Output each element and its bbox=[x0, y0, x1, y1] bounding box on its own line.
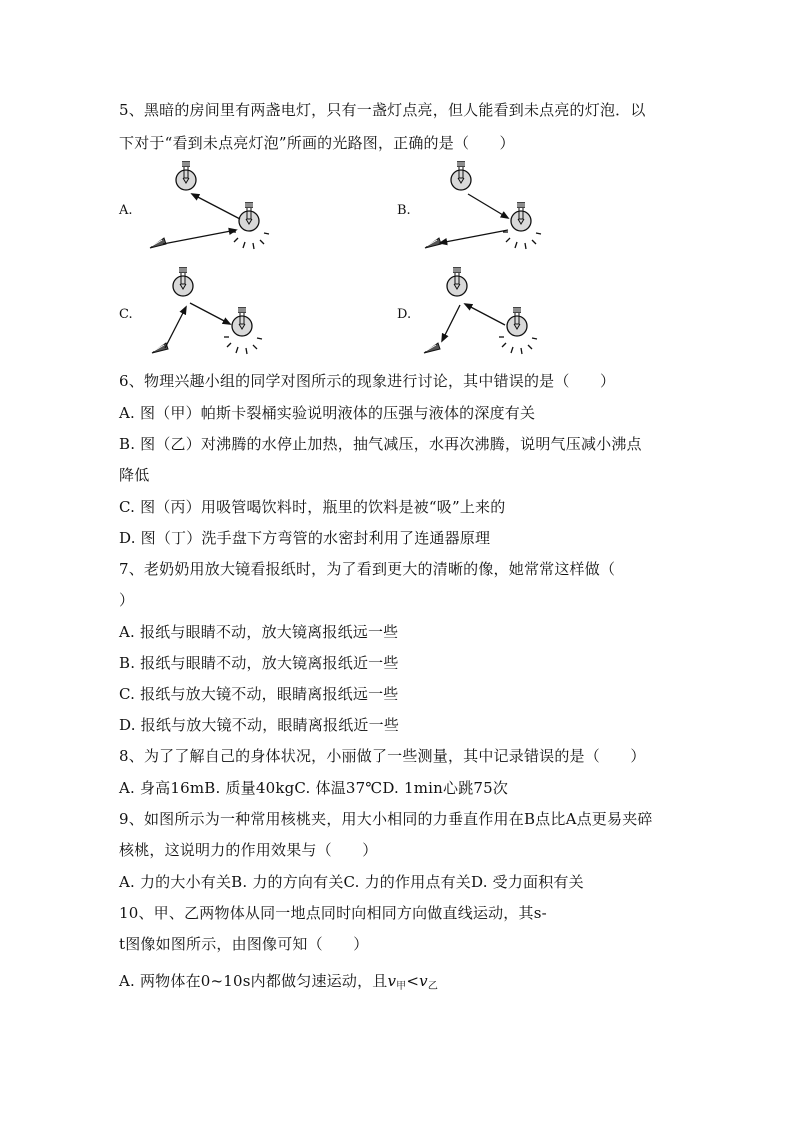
lit-bulb-icon bbox=[239, 202, 259, 231]
unlit-bulb-icon bbox=[447, 267, 467, 296]
q10-stem-line2: t图像如图所示，由图像可知（ ） bbox=[119, 935, 369, 953]
q9-options: A. 力的大小有关B. 力的方向有关C. 力的作用点有关D. 受力面积有关 bbox=[119, 873, 584, 891]
q5-stem-line2: 下对于“看到未点亮灯泡”所画的光路图，正确的是（ ） bbox=[119, 134, 515, 152]
unlit-bulb-icon bbox=[451, 161, 471, 190]
q7-option-b: B. 报纸与眼睛不动，放大镜离报纸近一些 bbox=[119, 654, 399, 672]
q7-option-c: C. 报纸与放大镜不动，眼睛离报纸远一些 bbox=[119, 685, 399, 703]
q6-option-b-line1: B. 图（乙）对沸腾的水停止加热，抽气减压，水再次沸腾，说明气压减小沸点 bbox=[119, 435, 642, 453]
velocity-symbol: v bbox=[419, 972, 428, 990]
q6-option-d: D. 图（丁）洗手盘下方弯管的水密封利用了连通器原理 bbox=[119, 529, 491, 547]
eye-icon bbox=[425, 238, 441, 248]
q6-option-a: A. 图（甲）帕斯卡裂桶实验说明液体的压强与液体的深度有关 bbox=[119, 404, 536, 422]
q5-option-c-label: C. bbox=[119, 307, 133, 322]
q5-ray-diagrams bbox=[0, 0, 794, 380]
q5-option-d-label: D. bbox=[397, 307, 412, 322]
q6-option-c: C. 图（丙）用吸管喝饮料时，瓶里的饮料是被“吸”上来的 bbox=[119, 498, 506, 516]
q9-stem-line1: 9、如图所示为一种常用核桃夹，用大小相同的力垂直作用在B点比A点更易夹碎 bbox=[119, 810, 653, 828]
q6-option-b-line2: 降低 bbox=[119, 466, 150, 484]
q8-options: A. 身高16mB. 质量40kgC. 体温37℃D. 1min心跳75次 bbox=[119, 779, 509, 797]
q10-option-a-text: A. 两物体在0~10s内都做匀速运动，且 bbox=[119, 972, 388, 990]
subscript-yi: 乙 bbox=[427, 981, 439, 992]
q9-stem-line2: 核桃，这说明力的作用效果与（ ） bbox=[119, 841, 378, 859]
q7-stem-line2: ） bbox=[119, 591, 135, 609]
lit-bulb-icon bbox=[232, 307, 252, 336]
eye-icon bbox=[150, 238, 166, 248]
unlit-bulb-icon bbox=[176, 161, 196, 190]
q7-option-d: D. 报纸与放大镜不动，眼睛离报纸近一些 bbox=[119, 716, 400, 734]
q8-stem: 8、为了了解自己的身体状况，小丽做了一些测量，其中记录错误的是（ ） bbox=[119, 747, 646, 765]
lit-bulb-icon bbox=[507, 307, 527, 336]
eye-icon bbox=[424, 343, 440, 353]
q7-option-a: A. 报纸与眼睛不动，放大镜离报纸远一些 bbox=[119, 623, 399, 641]
lit-bulb-icon bbox=[511, 202, 531, 231]
q5-option-a-label: A. bbox=[119, 203, 133, 218]
subscript-jia: 甲 bbox=[396, 981, 407, 992]
q5-diagram-d bbox=[424, 267, 537, 354]
q5-diagram-c bbox=[152, 267, 262, 354]
q5-diagram-a bbox=[150, 161, 269, 249]
light-rays-icon bbox=[503, 232, 541, 249]
velocity-symbol: v bbox=[387, 972, 397, 990]
unlit-bulb-icon bbox=[173, 267, 193, 296]
q5-option-b-label: B. bbox=[397, 203, 411, 218]
q10-option-a bbox=[119, 971, 438, 997]
q7-stem-line1: 7、老奶奶用放大镜看报纸时，为了看到更大的清晰的像，她常常这样做（ bbox=[119, 560, 616, 578]
less-than-sign: < bbox=[406, 972, 420, 990]
light-rays-icon bbox=[224, 337, 262, 354]
q10-stem-line1: 10、甲、乙两物体从同一地点同时向相同方向做直线运动，其s- bbox=[119, 904, 547, 922]
light-rays-icon bbox=[499, 337, 537, 354]
q5-stem-line1: 5、黑暗的房间里有两盏电灯，只有一盏灯点亮，但人能看到未点亮的灯泡．以 bbox=[119, 101, 646, 119]
q6-stem: 6、物理兴趣小组的同学对图所示的现象进行讨论，其中错误的是（ ） bbox=[119, 372, 616, 390]
q5-diagram-b bbox=[425, 161, 541, 249]
light-rays-icon bbox=[231, 232, 269, 249]
